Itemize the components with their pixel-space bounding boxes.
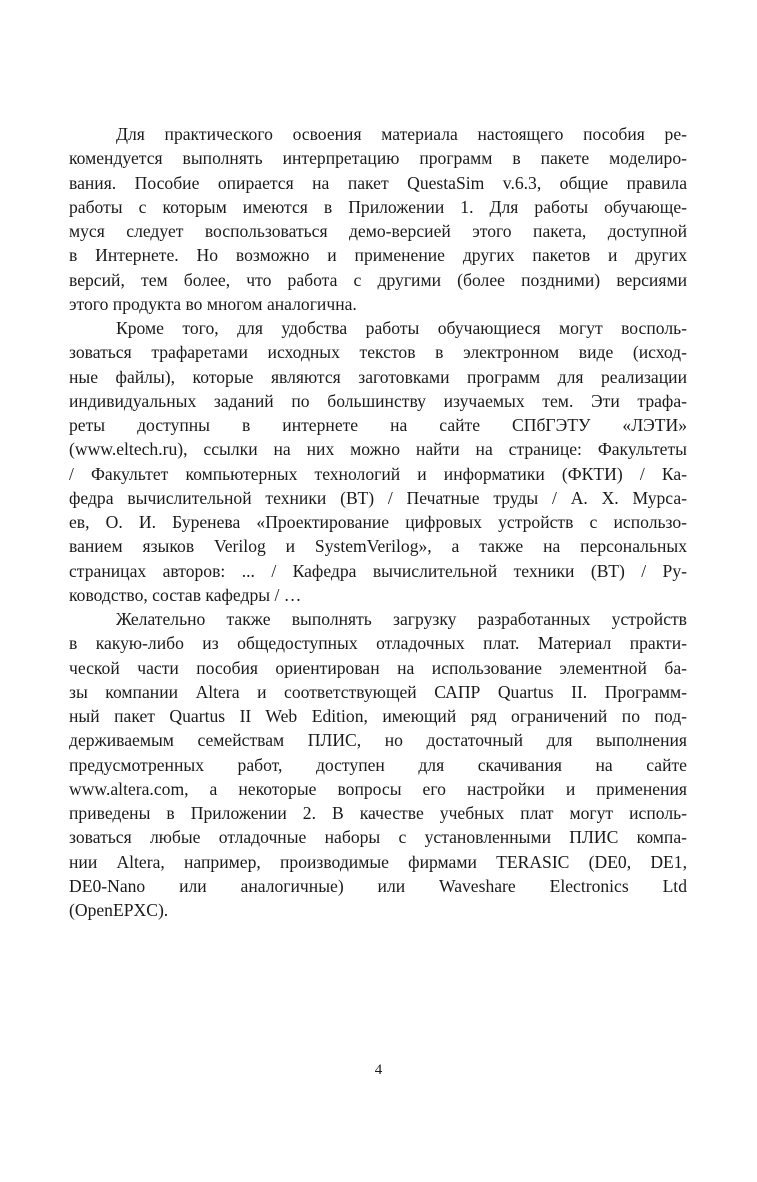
body-text [69,122,687,922]
text-line: федра вычислительной техники (ВТ) / Печатные труды / А. Х. Мурса- [69,487,687,508]
text-line: в какую-либо из общедоступных отладочных плат. Материал практи- [69,633,687,654]
text-line: комендуется выполнять интерпретацию программ в пакете моделиро- [69,148,687,169]
text-line: реты доступны в интернете на сайте СПбГЭТУ «ЛЭТИ» [69,415,687,435]
text-line: / Факультет компьютерных технологий и информатики (ФКТИ) / Ка- [69,463,687,484]
text-line: ческой части пособия ориентирован на использование элементной ба- [69,657,687,678]
text-line: зоваться трафаретами исходных текстов в электронном виде (исход- [69,342,687,363]
text-line: предусмотренных работ, доступен для скачивания на сайте [69,754,687,775]
paragraph-templates [69,316,687,607]
text-line: версий, тем более, что работа с другими (более поздними) версиями [69,269,687,290]
paragraph-questasim [69,122,687,316]
text-line: ев, О. И. Буренева «Проектирование цифровых устройств с использо- [69,512,687,532]
text-line: индивидуальных заданий по большинству изучаемых тем. Эти трафа- [69,390,687,411]
text-line: (OpenEPXC). [69,900,169,920]
text-line: зоваться любые отладочные наборы с установленными ПЛИС компа- [69,827,687,848]
text-line: Кроме того, для удобства работы обучающиеся могут восполь- [116,318,687,338]
text-line: Желательно также выполнять загрузку разработанных устройств [116,609,687,629]
text-line: ный пакет Quartus II Web Edition, имеющий ряд ограничений по под- [69,706,687,726]
text-line: в Интернете. Но возможно и применение других пакетов и других [69,245,687,266]
paragraph-debug-boards [69,607,687,922]
text-line: ванием языков Verilog и SystemVerilog», а также на персональных [69,536,687,557]
text-line: держиваемым семействам ПЛИС, но достаточный для выполнения [69,730,687,751]
text-line: ководство, состав кафедры / … [69,584,302,605]
text-line: зы компании Altera и соответствующей САПР Quartus II. Программ- [69,681,687,702]
text-line: муся следует воспользоваться демо-версией этого пакета, доступной [69,221,687,241]
text-line: этого продукта во многом аналогична. [69,293,357,314]
text-line: нии Altera, например, производимые фирмами TERASIC (DE0, DE1, [69,851,687,872]
text-line: (www.eltech.ru), ссылки на них можно найти на странице: Факультеты [69,439,687,460]
text-line: Для практического освоения материала настоящего пособия ре- [116,124,687,144]
page-number: 4 [374,1062,383,1078]
text-line: www.altera.com, а некоторые вопросы его настройки и применения [69,778,687,799]
text-line: ные файлы), которые являются заготовками программ для реализации [69,366,687,387]
text-line: страницах авторов: ... / Кафедра вычислительной техники (ВТ) / Ру- [69,560,687,581]
text-line: DE0-Nano или аналогичные) или Waveshare Electronics Ltd [69,875,687,896]
text-line: вания. Пособие опирается на пакет QuestaSim v.6.3, общие правила [69,172,687,193]
text-line: приведены в Приложении 2. В качестве учебных плат могут исполь- [69,803,687,823]
text-line: работы с которым имеются в Приложении 1. Для работы обучающе- [69,196,687,217]
